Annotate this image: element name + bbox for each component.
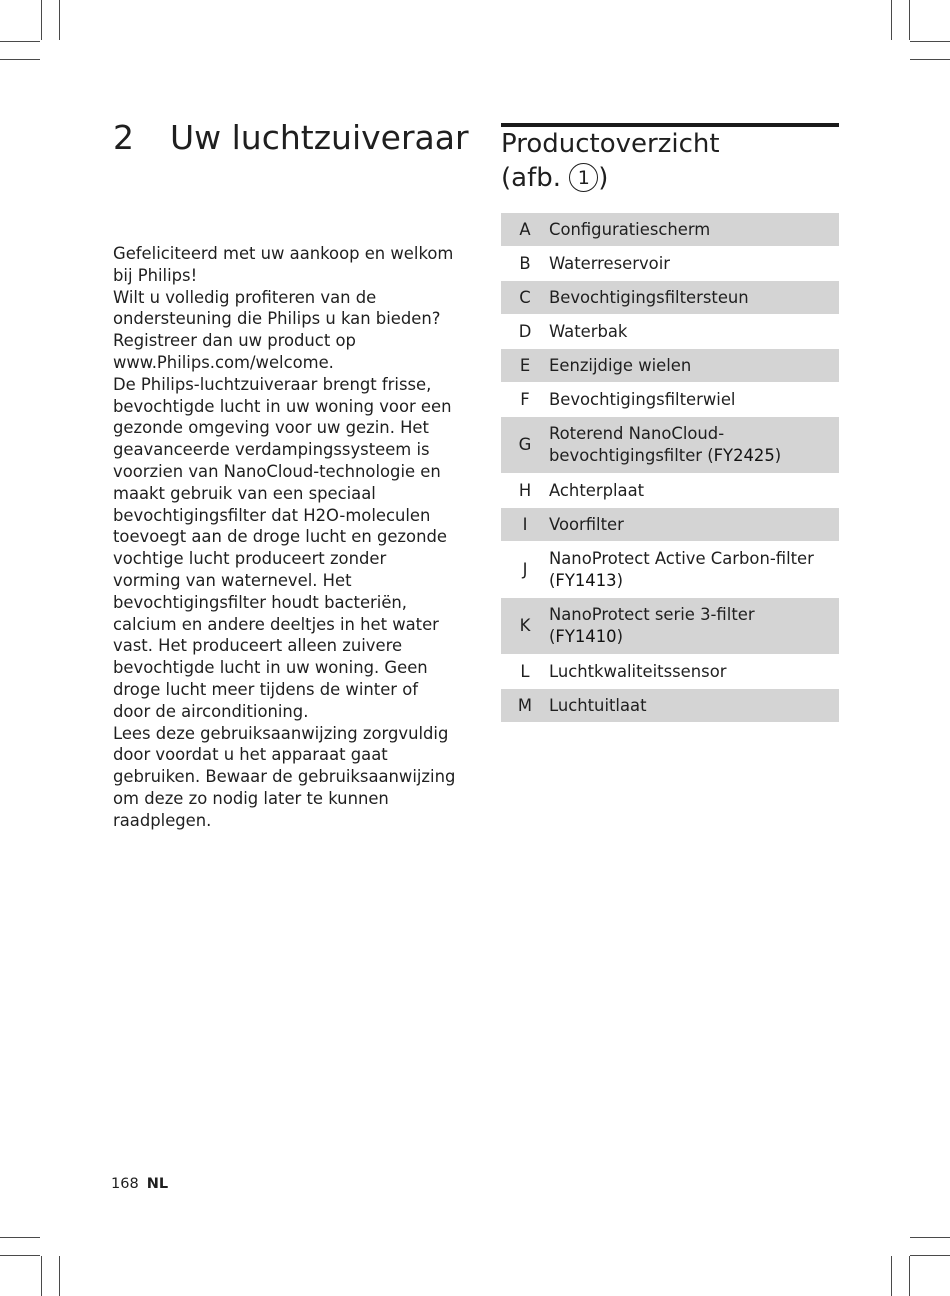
crop-mark [910,1255,950,1256]
item-letter: C [519,287,531,307]
item-letter: A [519,219,531,239]
item-letter: B [519,253,531,273]
item-description [549,253,839,275]
item-description [549,695,839,717]
table-row [501,349,839,383]
section-title [501,127,839,195]
crop-mark [41,0,42,40]
item-description [549,480,839,502]
item-letter: E [519,355,531,375]
table-row [501,213,839,247]
figure-number-badge: 1 [569,163,598,192]
table-row [501,315,839,349]
section-title-text: Productoverzicht [501,129,720,159]
table-row [501,247,839,281]
item-letter: M [517,695,533,715]
paragraph: Wilt u volledig profiteren van de ondersteuning die Philips u kan bieden? Registreer dan uw product op www.Philips.com/welcome. [113,287,441,372]
item-text: Luchtuitlaat [549,695,647,715]
item-description [549,548,839,592]
page-number: 168 [111,1176,139,1192]
item-letter: K [519,616,531,636]
item-after: ) [774,446,782,465]
item-description [549,321,839,343]
table-row [501,417,839,474]
crop-mark [0,1255,40,1256]
crop-mark [909,0,910,40]
crop-mark [0,1237,40,1238]
table-row [501,383,839,417]
table-row [501,474,839,508]
table-row [501,655,839,689]
item-text: Eenzijdige wielen [549,355,692,375]
paragraph: De Philips-luchtzuiveraar brengt frisse, bevochtigde lucht in uw woning voor een gezonde omgeving voor uw gezin. Het geavanceerde verdampingssysteem is voorzien van NanoCloud-technologie en maakt gebruik van een speciaal bevochtigingsfilter dat H2O-moleculen toevoegt aan de droge lucht en gezonde vochtige lucht produceert zonder vorming van waternevel. Het bevochtigingsfilter houdt bacteriën, calcium en andere deeltjes in het water vast. Het produceert alleen zuivere bevochtigde lucht in uw woning. Geen droge lucht meer tijdens de winter of door de airconditioning. [113,374,452,721]
item-description [549,355,839,377]
item-after: ) [616,627,623,646]
language-code: NL [146,1176,169,1192]
item-description [549,604,839,648]
crop-mark [59,0,60,40]
item-letter: J [522,559,528,579]
item-letter: L [520,661,530,681]
table-row [501,598,839,655]
fig-suffix: ) [598,163,609,193]
item-letter: I [522,514,528,534]
item-text: Voorfilter [549,514,624,534]
item-code: FY1413 [555,570,617,590]
item-text: Bevochtigingsfiltersteun [549,287,749,307]
item-text: Bevochtigingsfilterwiel [549,389,736,409]
item-after: ) [616,570,623,590]
item-description [549,219,839,241]
table-row [501,542,839,598]
crop-mark [910,59,950,60]
table-row [501,508,839,542]
item-text: NanoProtect serie 3-filter ( [549,605,755,646]
crop-mark [59,1256,60,1296]
chapter-title: Uw luchtzuiveraar [170,118,469,157]
crop-mark [910,1237,950,1238]
table-row [501,281,839,315]
crop-mark [910,41,950,42]
item-text: Waterbak [549,321,628,341]
item-description [549,661,839,683]
item-letter: G [518,435,532,455]
item-text: Waterreservoir [549,253,671,273]
crop-mark [0,59,40,60]
crop-mark [909,1256,910,1296]
product-overview-table [501,213,839,723]
item-code: FY1410 [555,627,617,646]
crop-mark [0,41,40,42]
item-text: Achterplaat [549,480,645,500]
intro-text [113,243,458,832]
item-text: NanoProtect Active Carbon-filter ( [549,548,814,590]
chapter-number: 2 [113,118,134,157]
item-description [549,287,839,309]
paragraph: Lees deze gebruiksaanwijzing zorgvuldig door voordat u het apparaat gaat gebruiken. Bewaar de gebruiksaanwijzing om deze zo nodig later te kunnen raadplegen. [113,723,456,830]
item-text: Configuratiescherm [549,219,711,239]
crop-mark [41,1256,42,1296]
item-description [549,514,839,536]
item-letter: D [518,321,532,341]
crop-mark [891,0,892,40]
crop-mark [891,1256,892,1296]
paragraph: Gefeliciteerd met uw aankoop en welkom bij Philips! [113,244,454,285]
fig-prefix: (afb. [501,163,570,193]
page-footer [111,1176,168,1192]
item-code: FY2425 [713,446,775,465]
item-letter: F [520,389,530,409]
item-text: Roterend NanoCloud-bevochtigingsfilter ( [549,424,725,465]
item-description [549,423,839,467]
table-row [501,689,839,723]
item-letter: H [518,480,532,500]
item-text: Luchtkwaliteitssensor [549,661,727,681]
item-description [549,389,839,411]
